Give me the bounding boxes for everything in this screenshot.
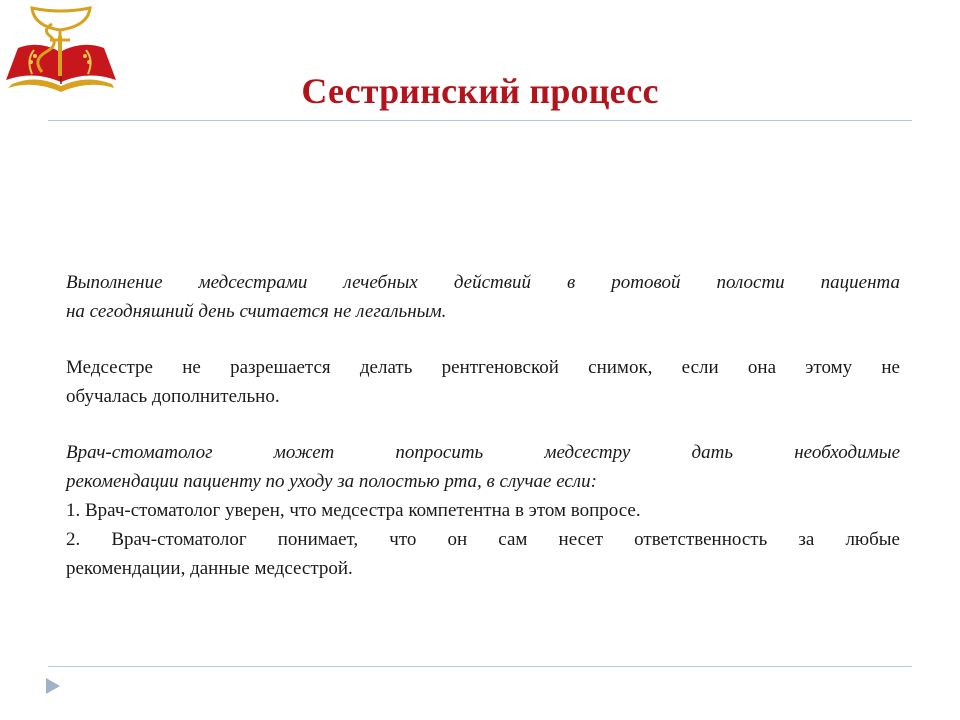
- paragraph-1-line-1: Выполнение медсестрами лечебных действий в ротовой полости пациента: [66, 272, 900, 293]
- spacer: [66, 411, 900, 438]
- spacer: [66, 326, 900, 353]
- slide-title: Сестринский процесс: [301, 71, 659, 111]
- list-item-2-line-1: 2. Врач-стоматолог понимает, что он сам несет ответственность за любые: [66, 529, 900, 550]
- paragraph-1-line-2: на сегодняшний день считается не легальным.: [66, 301, 447, 322]
- list-item-1: 1. Врач-стоматолог уверен, что медсестра компетентна в этом вопросе.: [66, 500, 641, 521]
- footer-divider: [48, 666, 912, 667]
- list-item-2-line-2: рекомендации, данные медсестрой.: [66, 558, 353, 579]
- paragraph-2-line-1: Медсестре не разрешается делать рентгеновской снимок, если она этому не: [66, 357, 900, 378]
- next-arrow-icon[interactable]: [44, 676, 62, 696]
- title-divider: [48, 120, 912, 121]
- slide-body: [66, 268, 900, 583]
- paragraph-3-line-1: Врач-стоматолог может попросить медсестру дать необходимые: [66, 442, 900, 463]
- paragraph-2-line-2: обучалась дополнительно.: [66, 386, 280, 407]
- paragraph-3-line-2: рекомендации пациенту по уходу за полостью рта, в случае если:: [66, 471, 597, 492]
